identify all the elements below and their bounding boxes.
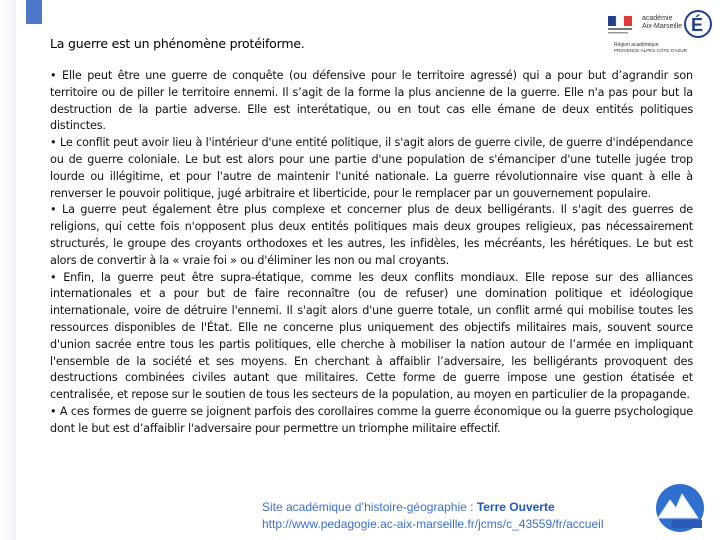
slide-title: La guerre est un phénomène protéiforme.	[50, 36, 305, 51]
left-margin-bar	[0, 0, 26, 540]
paragraph-civil-war: • Le conflit peut avoir lieu à l'intérieur d'une entité politique, il s'agit alors de guerre civile, de guerre d'indépendance ou de guerre coloniale. Le but est alors pour une partie d'une population de s'émanciper d'une tutelle jugée trop lourde ou illégitime, et pour l'autre de maintenir l'unité nationale. La guerre révolutionnaire vise quant à elle à renverser le pouvoir politique, jugé arbitraire et liberticide, pour le remplacer par un gouvernement populaire.	[50, 136, 693, 200]
svg-text:É: É	[691, 15, 704, 35]
footer-url[interactable]: http://www.pedagogie.ac-aix-marseille.fr/jcms/c_43559/fr/accueil	[262, 517, 604, 531]
paragraph-corollaries: • A ces formes de guerre se joignent parfois des corollaires comme la guerre économique ou la guerre psychologique dont le but est d’affaiblir l'adversaire pour permettre un triomphe militaire effectif.	[50, 404, 693, 435]
logo-region-1: Région académique	[614, 42, 659, 48]
paragraph-conquest: • Elle peut être une guerre de conquête (ou défensive pour le territoire agressé) qui a pour but d’agrandir son territoire ou de piller le territoire ennemi. Il s’agit de la forme la plus ancienne de la guerre. Elle n'a pas pour but la destruction de la partie adverse. Elle est interétatique, ou en tout cas elle émane de deux entités politiques distinctes.	[50, 69, 693, 133]
footer-site-line	[262, 499, 603, 516]
logo-region-2: PROVENCE-ALPES-CÔTE D'AZUR	[614, 48, 687, 53]
footer-prefix: Site académique d’histoire-géographie :	[262, 500, 477, 514]
logo-text-2: Aix-Marseille	[642, 23, 683, 30]
body-text	[50, 68, 693, 438]
academie-logo-icon	[606, 6, 714, 54]
footer-site-name[interactable]: Terre Ouverte	[476, 500, 555, 514]
footer	[262, 499, 603, 533]
mountain-logo-icon	[650, 482, 710, 534]
top-accent-strip	[26, 0, 42, 24]
logo-text-1: académie	[642, 15, 673, 22]
left-margin-gradient	[0, 0, 16, 540]
paragraph-total-war: • Enfin, la guerre peut être supra-étatique, comme les deux conflits mondiaux. Elle repose sur des alliances internationales et a pour but de faire reconnaître (ou de refuser) une domination politique et idéologique internationale, voire de détruire l'ennemi. Il s'agit alors d'une guerre totale, un conflit armé qui mobilise toutes les ressources disponibles de l'État. Elle ne concerne plus uniquement des objectifs militaires mais, souvent source d'union sacrée entre tous les partis politiques, elle cherche à mobiliser la nation autour de l’armée en impliquant l'ensemble de la société et ses moyens. En cherchant à affaiblir l’adversaire, les belligérants provoquent des destructions combinées civiles autant que militaires. Cette forme de guerre impose une gestion étatisée et centralisée, et repose sur le soutien de tous les secteurs de la population, au moyen en particulier de la propagande.	[50, 270, 693, 402]
paragraph-religious-war: • La guerre peut également être plus complexe et concerner plus de deux belligérants. Il s'agit des guerres de religions, qui cette fois n'opposent plus deux entités politiques mais deux groupes religieux, pas nécessairement structurés, le groupe des croyants orthodoxes et les autres, les infidèles, les mécréants, les hérétiques. Le but est alors de convertir à la « vraie foi » ou d'éliminer les non ou mal croyants.	[50, 203, 693, 267]
